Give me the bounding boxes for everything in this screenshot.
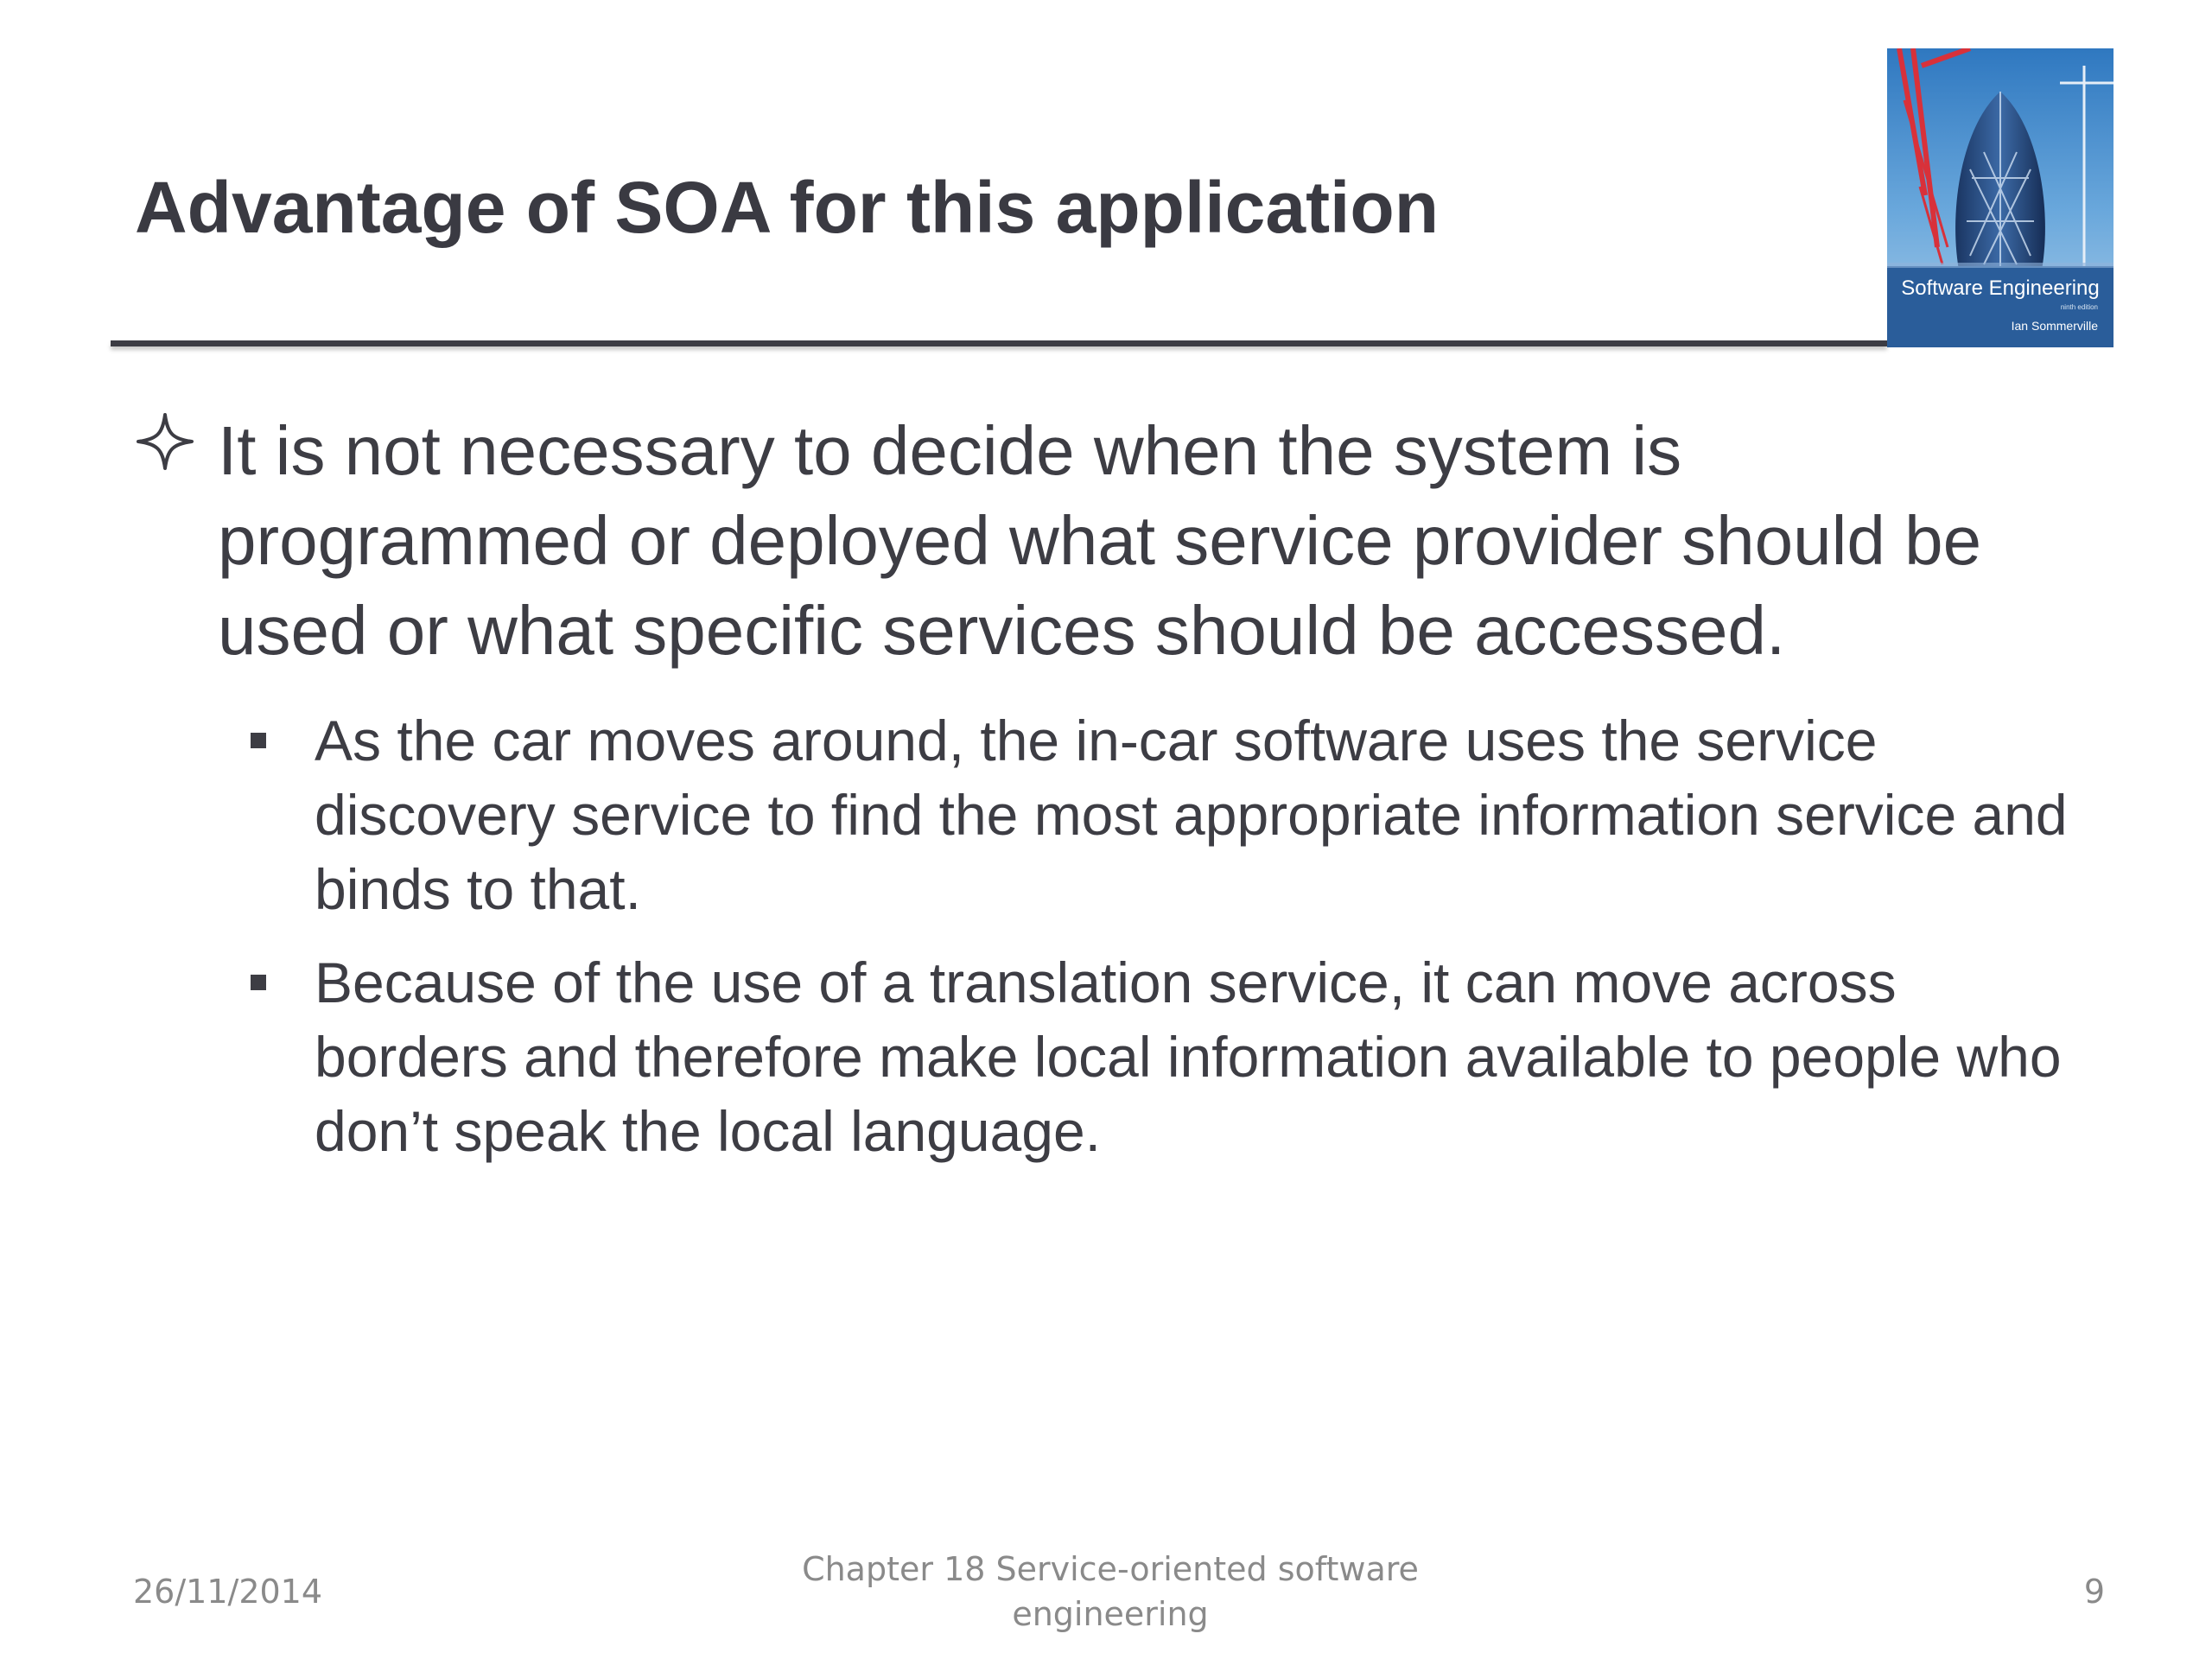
sub-bullet-text: Because of the use of a translation service, it can move across borders and therefore make local information available to people who don’t speak the local language. xyxy=(315,950,2062,1163)
slide-body xyxy=(135,406,2088,1168)
four-point-star-icon xyxy=(135,411,195,472)
sub-bullet-item xyxy=(135,945,2088,1168)
square-bullet-icon xyxy=(251,975,266,990)
footer-date: 26/11/2014 xyxy=(133,1573,323,1611)
bullet-item xyxy=(135,406,2088,676)
cover-author: Ian Sommerville xyxy=(2011,319,2098,333)
slide-title: Advantage of SOA for this application xyxy=(135,167,1440,248)
footer-chapter: Chapter 18 Service-oriented software engineering xyxy=(802,1550,1419,1633)
square-bullet-icon xyxy=(251,733,266,748)
footer-page-number: 9 xyxy=(2083,1573,2105,1611)
cover-title: Software Engineering xyxy=(1901,276,2100,300)
sub-bullet-item xyxy=(135,703,2088,926)
cover-edition: ninth edition xyxy=(2060,303,2098,311)
book-cover-image xyxy=(1887,48,2113,347)
sub-bullet-text: As the car moves around, the in-car software uses the service discovery service to find the most appropriate information service and binds to that. xyxy=(315,709,2068,921)
bullet-text: It is not necessary to decide when the system is programmed or deployed what service provider should be used or what specific services should be accessed. xyxy=(218,412,1982,669)
title-divider xyxy=(111,340,1887,346)
